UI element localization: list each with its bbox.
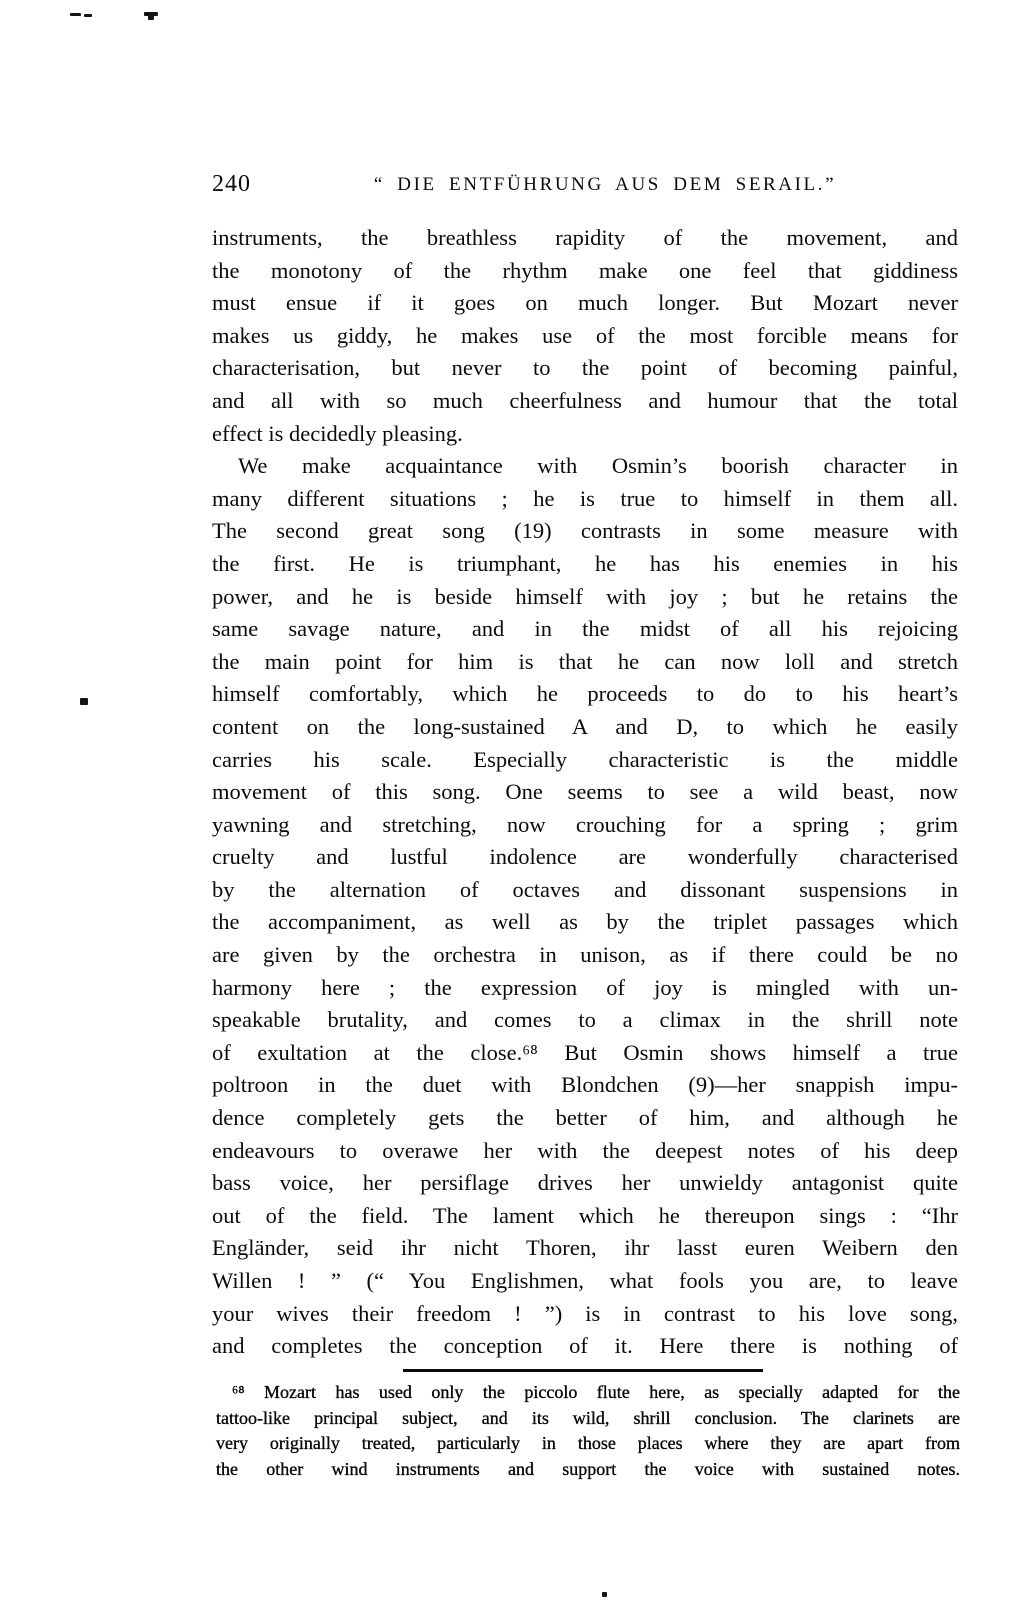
- text-line: by the alternation of octaves and dissonant suspensions in: [212, 876, 958, 902]
- text-line: instruments, the breathless rapidity of the movement, and: [212, 225, 958, 250]
- text-line: power, and he is beside himself with joy ; but he retains the: [212, 583, 958, 609]
- text-line: and completes the conception of it. Here there is nothing of: [212, 1333, 958, 1359]
- text-line: makes us giddy, he makes use of the most forcible means for: [212, 322, 958, 348]
- text-line: bass voice, her persiflage drives her unwieldy antagonist quite: [212, 1170, 958, 1196]
- footnote-text: [216, 1380, 960, 1482]
- scan-artifact: [80, 698, 88, 705]
- text-line: out of the field. The lament which he thereupon sings : “Ihr: [212, 1202, 958, 1228]
- page-header: [212, 170, 958, 200]
- text-line: the main point for him is that he can now loll and stretch: [212, 648, 958, 674]
- text-line: yawning and stretching, now crouching for a spring ; grim: [212, 811, 958, 837]
- text-line: are given by the orchestra in unison, as if there could be no: [212, 942, 958, 968]
- text-line: the other wind instruments and support the voice with sustained notes.: [216, 1458, 960, 1479]
- text-line: your wives their freedom ! ”) is in contrast to his love song,: [212, 1300, 958, 1326]
- text-line: Willen ! ” (“ You Englishmen, what fools you are, to leave: [212, 1268, 958, 1293]
- text-line: himself comfortably, which he proceeds to do to his heart’s: [212, 681, 958, 707]
- text-line: many different situations ; he is true to himself in them all.: [212, 485, 958, 511]
- scan-artifact: [148, 15, 154, 20]
- footnote-separator: [403, 1369, 763, 1372]
- text-line: of exultation at the close.⁶⁸ But Osmin shows himself a true: [212, 1039, 958, 1065]
- text-line: dence completely gets the better of him, and although he: [212, 1105, 958, 1131]
- text-line: the monotony of the rhythm make one feel that giddiness: [212, 257, 958, 283]
- text-line: harmony here ; the expression of joy is mingled with un-: [212, 974, 958, 1000]
- text-line: the accompaniment, as well as by the triplet passages which: [212, 909, 958, 935]
- text-line: carries his scale. Especially characteristic is the middle: [212, 746, 958, 772]
- text-line: content on the long-sustained A and D, to which he easily: [212, 713, 958, 739]
- scan-artifact: [602, 1592, 607, 1597]
- scan-artifact: [70, 13, 81, 16]
- text-line: cruelty and lustful indolence are wonderfully characterised: [212, 844, 958, 870]
- body-text: [212, 222, 958, 1363]
- text-line: poltroon in the duet with Blondchen (9)—her snappish impu-: [212, 1072, 958, 1098]
- text-line: characterisation, but never to the point of becoming painful,: [212, 355, 958, 381]
- text-line: effect is decidedly pleasing.: [212, 420, 463, 446]
- text-line: Engländer, seid ihr nicht Thoren, ihr lasst euren Weibern den: [212, 1235, 958, 1261]
- text-line: same savage nature, and in the midst of all his rejoicing: [212, 616, 958, 642]
- text-line: endeavours to overawe her with the deepest notes of his deep: [212, 1137, 958, 1163]
- page-number: 240: [212, 171, 251, 197]
- scan-artifact: [84, 14, 92, 17]
- text-line: ⁶⁸ Mozart has used only the piccolo flute here, as specially adapted for the: [232, 1382, 960, 1402]
- text-line: tattoo-like principal subject, and its wild, shrill conclusion. The clarinets are: [216, 1407, 960, 1428]
- running-title: “ DIE ENTFÜHRUNG AUS DEM SERAIL.”: [373, 174, 837, 195]
- text-line: movement of this song. One seems to see a wild beast, now: [212, 779, 958, 805]
- text-line: and all with so much cheerfulness and humour that the total: [212, 387, 958, 413]
- text-line: We make acquaintance with Osmin’s boorish character in: [238, 453, 958, 479]
- text-line: The second great song (19) contrasts in some measure with: [212, 518, 958, 544]
- text-line: the first. He is triumphant, he has his enemies in his: [212, 550, 958, 576]
- text-line: must ensue if it goes on much longer. But Mozart never: [212, 290, 958, 316]
- text-line: speakable brutality, and comes to a climax in the shrill note: [212, 1007, 958, 1033]
- text-line: very originally treated, particularly in those places where they are apart from: [216, 1433, 960, 1454]
